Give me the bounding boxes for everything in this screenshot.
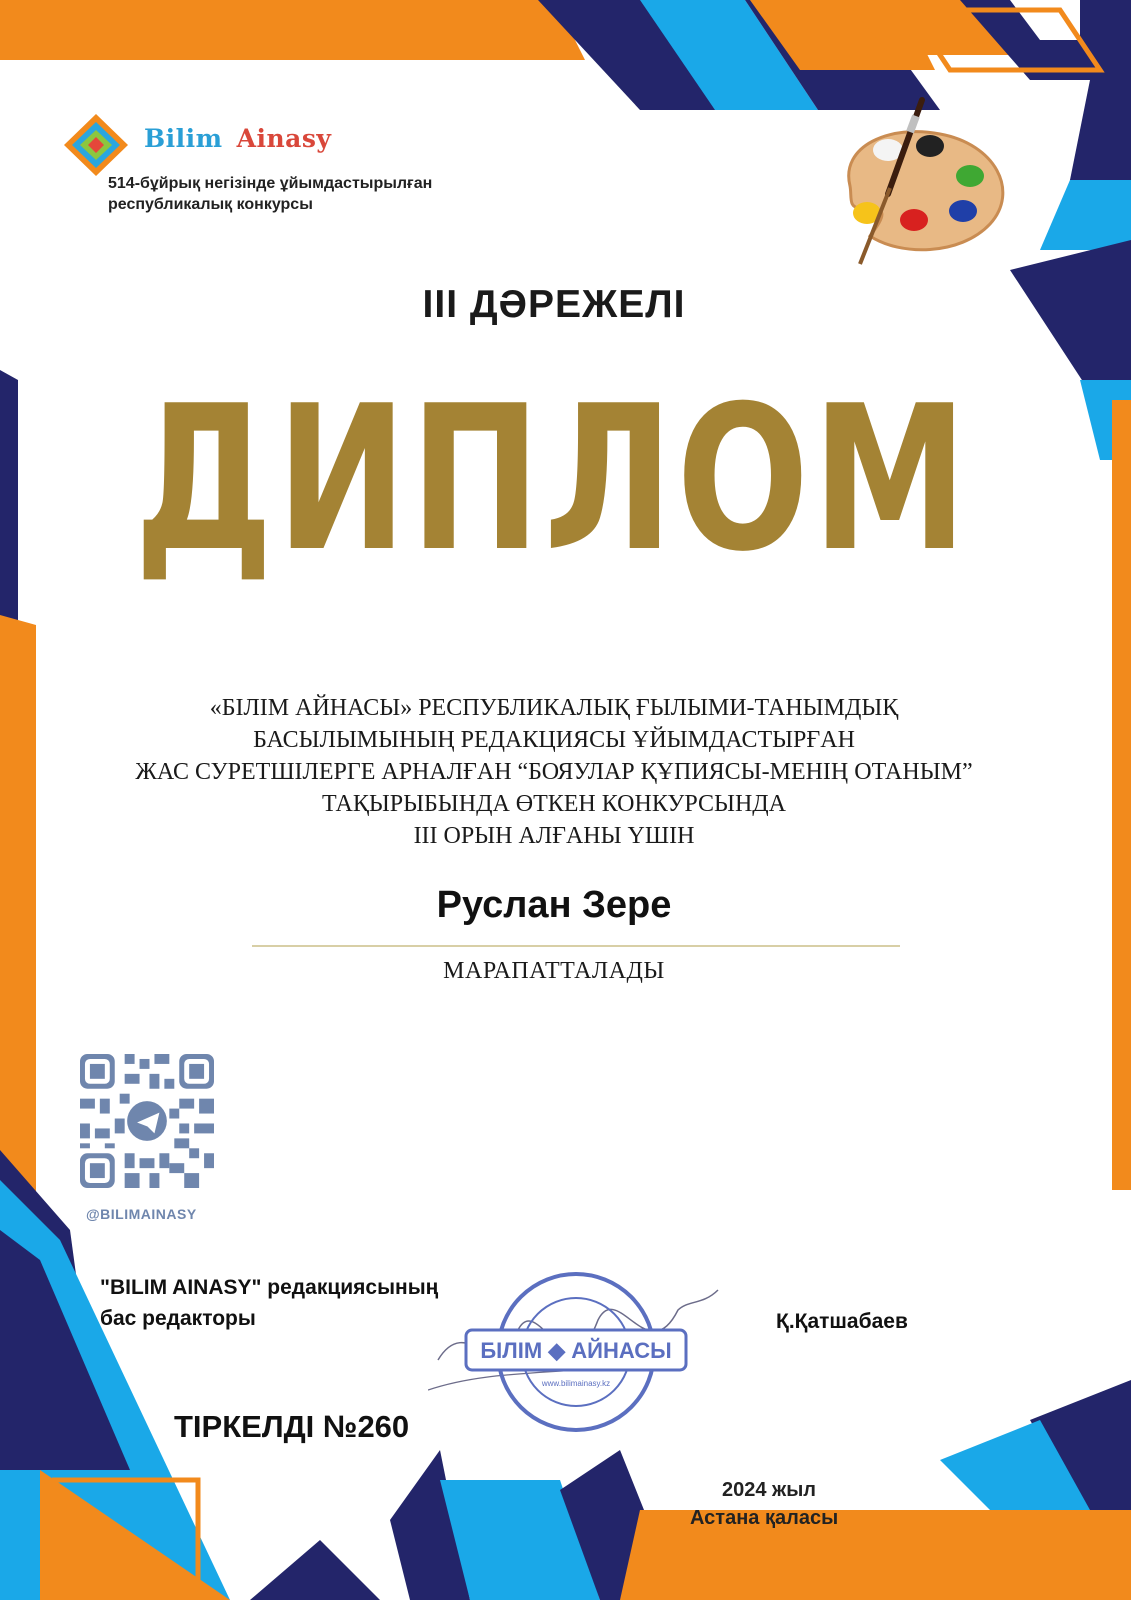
qr-code [80, 1054, 214, 1188]
official-stamp [428, 1270, 728, 1440]
degree-level: III ДӘРЕЖЕЛІ [422, 283, 686, 326]
registration-number: ТІРКЕЛДІ №260 [174, 1409, 410, 1444]
issue-year: 2024 жыл [722, 1479, 817, 1501]
award-description [0, 692, 1108, 852]
editor-name: Қ.Қатшабаев [776, 1310, 908, 1333]
issue-city: Астана қаласы [690, 1507, 839, 1529]
stamp-url: www.bilimainasy.kz [541, 1379, 611, 1388]
award-description-line: III ОРЫН АЛҒАНЫ ҮШІН [413, 823, 695, 849]
recipient-name: Руслан Зере [436, 884, 672, 926]
editor-title-line: "BILIM AINASY" редакциясының [100, 1276, 439, 1299]
editor-title-line: бас редакторы [100, 1307, 256, 1330]
award-description-line: «БІЛІМ АЙНАСЫ» РЕСПУБЛИКАЛЫҚ ҒЫЛЫМИ-ТАНЫМДЫҚ [209, 695, 899, 721]
logo-word-bilim: Bilim [144, 124, 223, 153]
logo-wordmark [144, 124, 331, 153]
award-description-line: ЖАС СУРЕТШІЛЕРГЕ АРНАЛҒАН “БОЯУЛАР ҚҰПИЯСЫ-МЕНІҢ ОТАНЫМ” [135, 759, 973, 785]
diploma-title: ДИПЛОМ [134, 363, 971, 596]
telegram-handle: @BILIMAINASY [86, 1206, 197, 1222]
paint-palette-icon [830, 96, 1020, 268]
contest-subtitle [108, 173, 508, 215]
recipient-underline [252, 945, 900, 947]
subtitle-line: 514-бұйрық негізінде ұйымдастырылған [108, 175, 433, 192]
award-description-line: БАСЫЛЫМЫНЫҢ РЕДАКЦИЯСЫ ҰЙЫМДАСТЫРҒАН [253, 727, 855, 753]
award-description-line: ТАҚЫРЫБЫНДА ӨТКЕН КОНКУРСЫНДА [322, 791, 786, 817]
logo-word-ainasy: Ainasy [236, 124, 332, 153]
subtitle-line: республикалық конкурсы [108, 196, 313, 213]
stamp-text: БІЛІМ ◆ АЙНАСЫ [480, 1338, 672, 1363]
bilim-ainasy-logo-icon [62, 112, 130, 178]
awarded-text: МАРАПАТТАЛАДЫ [443, 958, 665, 984]
